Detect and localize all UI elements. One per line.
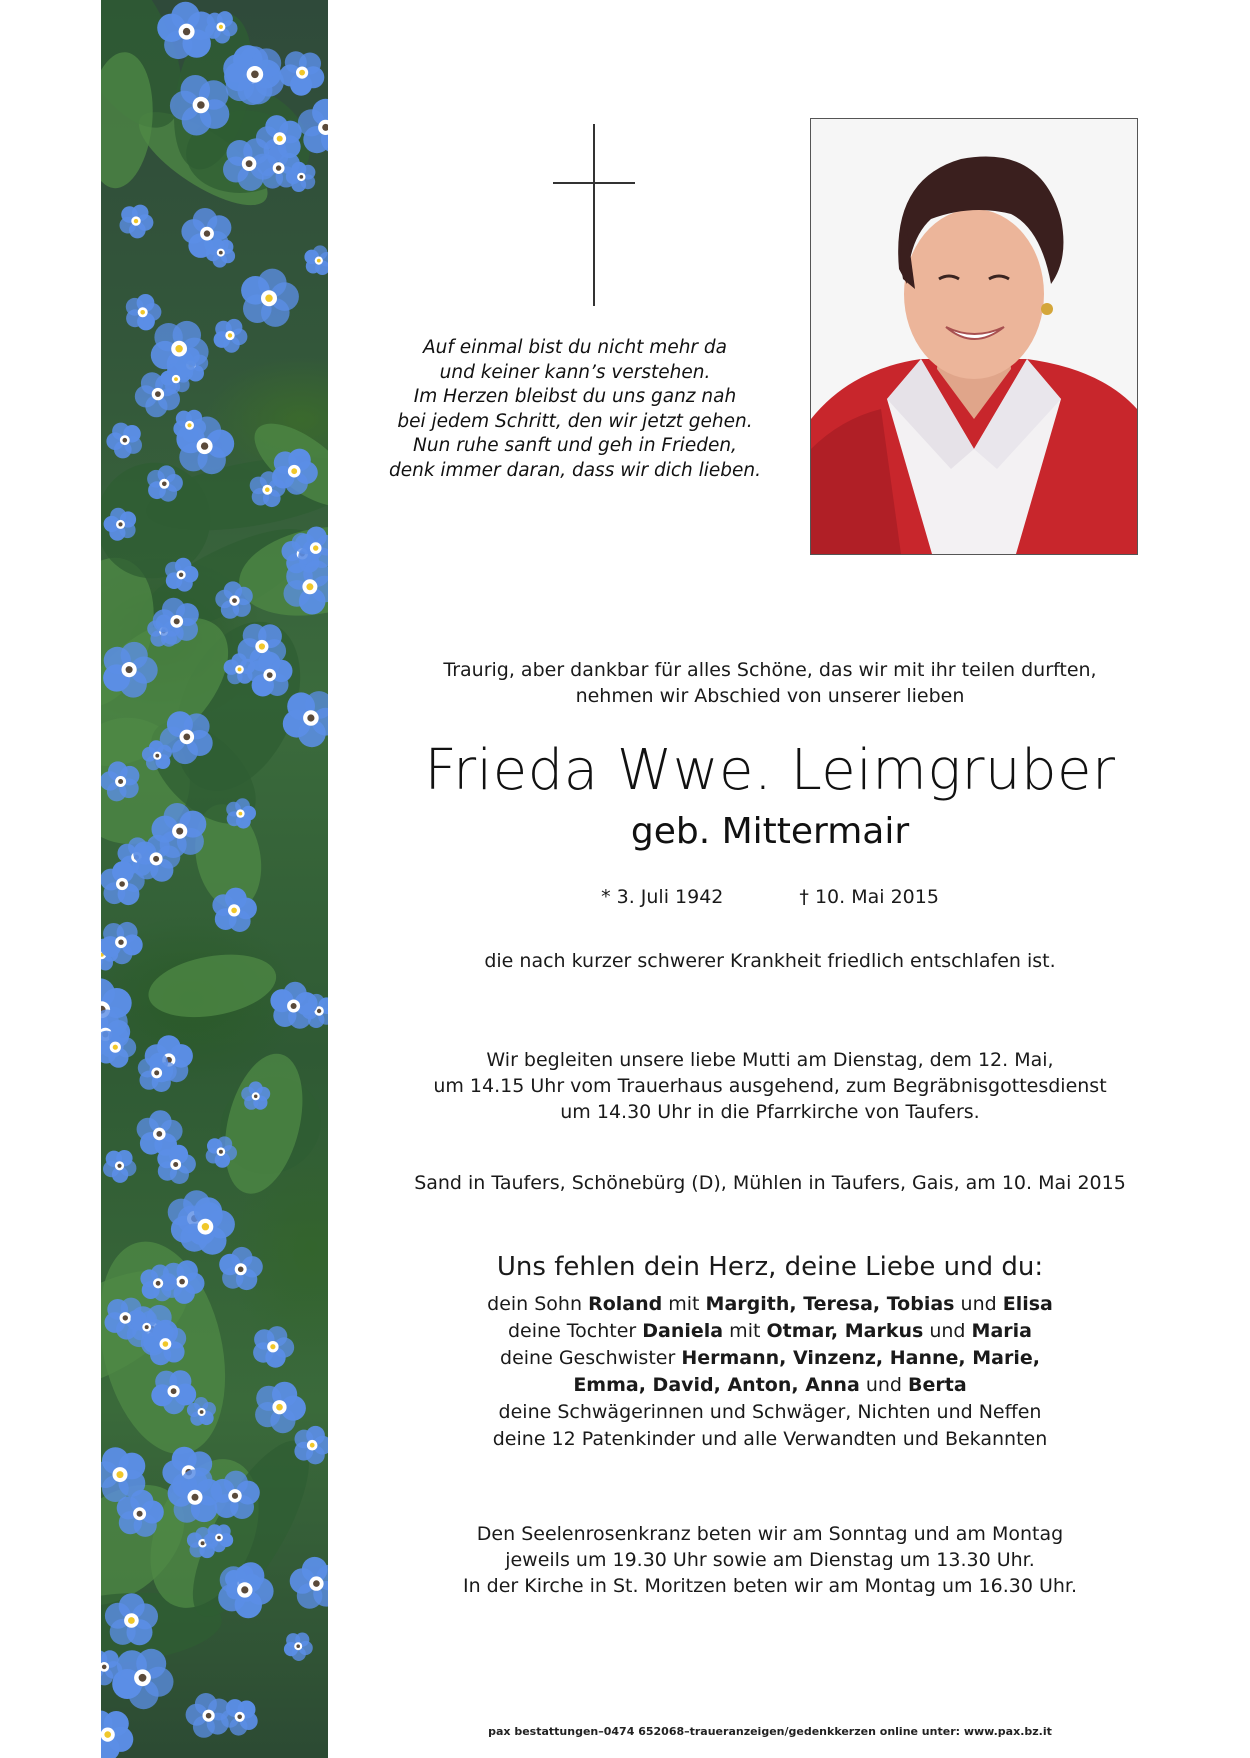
family-name: Hermann, Vinzenz, Hanne, Marie, — [681, 1347, 1040, 1369]
poem-line: Nun ruhe sanft und geh in Frieden, — [413, 435, 737, 456]
family-text: deine Geschwister — [500, 1347, 682, 1369]
family-name: Maria — [971, 1320, 1032, 1342]
funeral-line: um 14.30 Uhr in die Pfarrkirche von Taufers. — [560, 1101, 980, 1123]
poem-line: und keiner kann’s verstehen. — [439, 361, 711, 383]
family-text: mit — [723, 1320, 767, 1342]
life-dates — [380, 884, 1160, 910]
family-name: Elisa — [1002, 1293, 1053, 1315]
cross-icon — [553, 124, 635, 306]
family-line — [380, 1372, 1160, 1399]
poem-line: denk immer daran, dass wir dich lieben. — [388, 459, 762, 481]
place-date: Sand in Taufers, Schönebürg (D), Mühlen in Taufers, Gais, am 10. Mai 2015 — [414, 1172, 1126, 1194]
death-date: † 10. Mai 2015 — [799, 886, 939, 908]
mourners-heading: Uns fehlen dein Herz, deine Liebe und du: — [496, 1252, 1044, 1282]
portrait-photo — [810, 118, 1138, 555]
family-text: mit — [662, 1293, 706, 1315]
family-text: und — [859, 1374, 909, 1396]
family-list — [380, 1291, 1160, 1453]
family-name: Berta — [908, 1374, 967, 1396]
family-name: Margith, Teresa, Tobias — [705, 1293, 955, 1315]
poem-line: bei jedem Schritt, den wir jetzt gehen. — [397, 410, 753, 432]
family-line — [380, 1291, 1160, 1318]
family-text: dein Sohn — [487, 1293, 589, 1315]
family-name: Otmar, Markus — [766, 1320, 924, 1342]
deceased-name: Frieda Wwe. Leimgruber — [424, 738, 1116, 803]
rosary-line: In der Kirche in St. Moritzen beten wir am Montag um 16.30 Uhr. — [462, 1575, 1078, 1597]
intro-line: nehmen wir Abschied von unserer lieben — [575, 685, 965, 707]
family-text: deine Tochter — [508, 1320, 643, 1342]
intro-text — [380, 657, 1160, 709]
poem-line: Im Herzen bleibst du uns ganz nah — [413, 386, 737, 407]
funeral-line: um 14.15 Uhr vom Trauerhaus ausgehend, zum Begräbnisgottesdienst — [433, 1075, 1107, 1097]
forget-me-not-flower-image — [101, 0, 328, 1758]
family-line: deine Schwägerinnen und Schwäger, Nichten und Neffen — [498, 1401, 1042, 1423]
funeral-line: Wir begleiten unsere liebe Mutti am Dienstag, dem 12. Mai, — [486, 1049, 1054, 1071]
family-name: Roland — [588, 1293, 663, 1315]
family-line — [380, 1318, 1160, 1345]
intro-line: Traurig, aber dankbar für alles Schöne, das wir mit ihr teilen durften, — [443, 659, 1097, 681]
family-text: und — [923, 1320, 972, 1342]
family-name: Daniela — [642, 1320, 724, 1342]
footer-funeral-home: pax bestattungen–0474 652068–traueranzeigen/gedenkkerzen online unter: www.pax.bz.it — [488, 1725, 1052, 1738]
family-name: Emma, David, Anton, Anna — [573, 1374, 860, 1396]
maiden-name: geb. Mittermair — [630, 811, 910, 852]
passing-text: die nach kurzer schwerer Krankheit friedlich entschlafen ist. — [484, 950, 1056, 972]
family-line — [380, 1345, 1160, 1372]
family-line: deine 12 Patenkinder und alle Verwandten und Bekannten — [492, 1428, 1048, 1450]
family-text: und — [954, 1293, 1003, 1315]
rosary-line: Den Seelenrosenkranz beten wir am Sonntag und am Montag — [476, 1523, 1064, 1545]
funeral-info — [380, 1047, 1160, 1125]
rosary-line: jeweils um 19.30 Uhr sowie am Dienstag um 13.30 Uhr. — [505, 1549, 1035, 1571]
poem-line: Auf einmal bist du nicht mehr da — [423, 337, 727, 358]
rosary-info — [380, 1521, 1160, 1599]
poem — [365, 336, 785, 483]
birth-date: * 3. Juli 1942 — [601, 886, 724, 908]
